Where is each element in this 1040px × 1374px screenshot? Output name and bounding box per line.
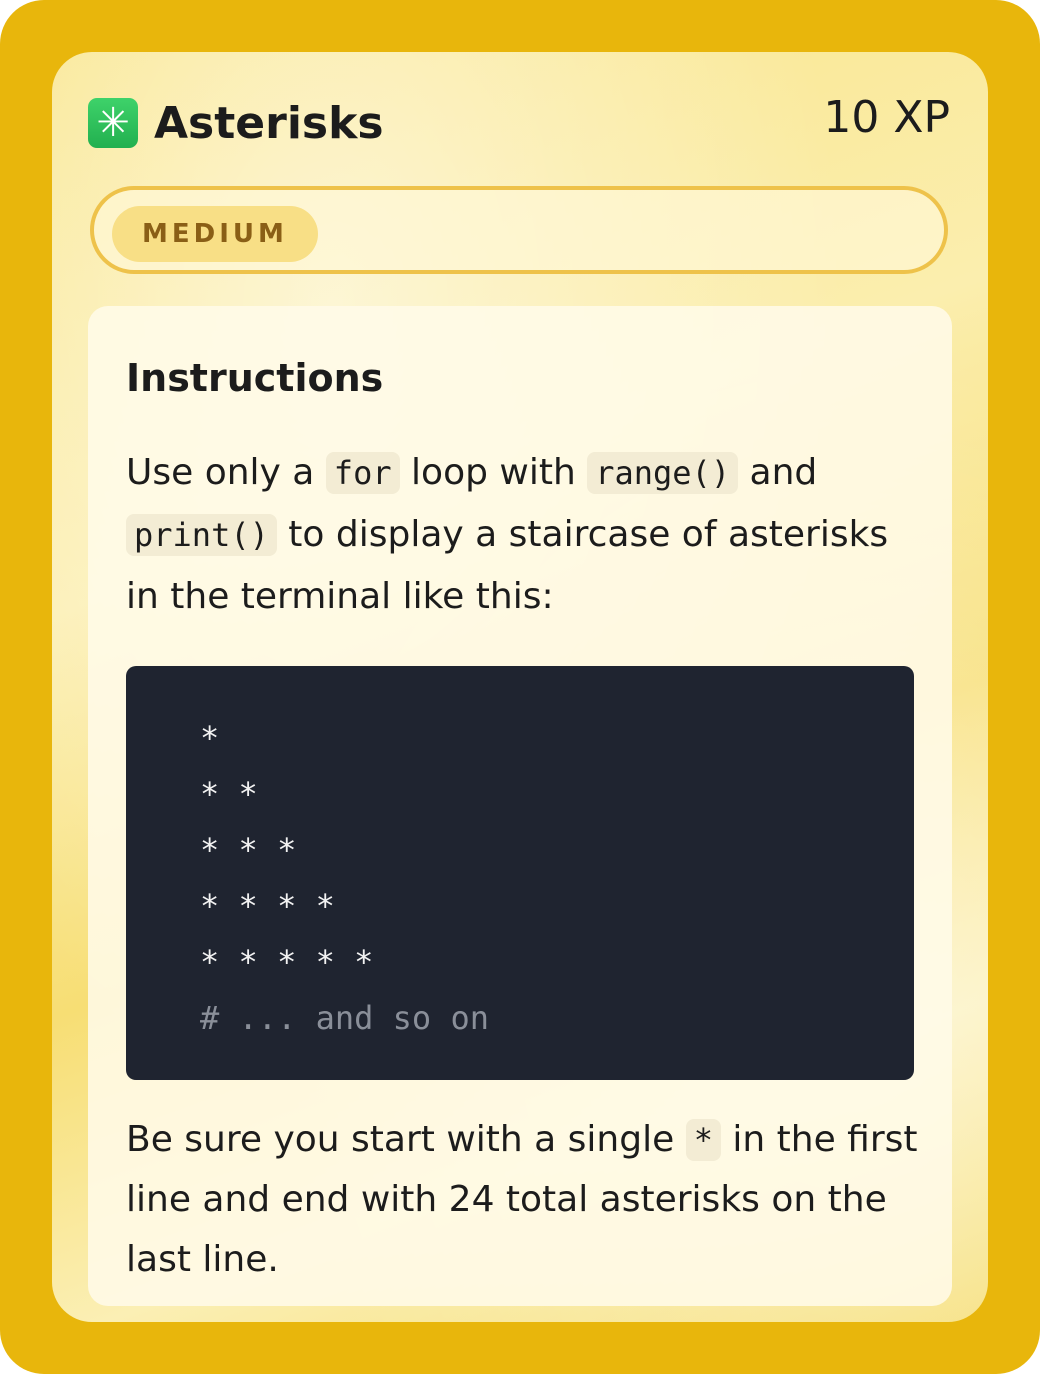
tag-bar: [90, 186, 948, 274]
xp-value: 10 XP: [823, 92, 950, 143]
text-segment: to display a staircase of asterisks in the terminal like this:: [126, 514, 889, 617]
code-example: [126, 666, 914, 1080]
text-segment: loop with: [399, 452, 588, 493]
text-segment: Be sure you start with a single: [126, 1119, 686, 1160]
instructions-panel: [88, 306, 952, 1306]
code-line: * * *: [200, 831, 297, 869]
instructions-heading: Instructions: [126, 356, 384, 400]
code-line: * * * *: [200, 887, 335, 925]
code-line: * *: [200, 775, 258, 813]
asterisk-icon: ✳: [88, 98, 138, 148]
challenge-card: [52, 52, 988, 1322]
code-comment: # ... and so on: [200, 999, 489, 1037]
text-segment: and: [738, 452, 818, 493]
text-segment: in the first line and end with 24 total asterisks on the last line.: [126, 1119, 918, 1280]
instructions-content: [126, 350, 926, 1290]
inline-code-asterisk: *: [686, 1119, 721, 1161]
inline-code-for: for: [326, 452, 400, 494]
instructions-paragraph-1: [126, 442, 926, 628]
inline-code-print: print(): [126, 514, 277, 556]
instructions-paragraph-2: [126, 1110, 926, 1290]
code-line: * * * * *: [200, 943, 374, 981]
difficulty-badge: MEDIUM: [112, 206, 318, 262]
challenge-title: Asterisks: [154, 98, 384, 149]
text-segment: Use only a: [126, 452, 326, 493]
code-line: *: [200, 719, 220, 757]
challenge-header: [88, 92, 950, 152]
inline-code-range: range(): [587, 452, 738, 494]
